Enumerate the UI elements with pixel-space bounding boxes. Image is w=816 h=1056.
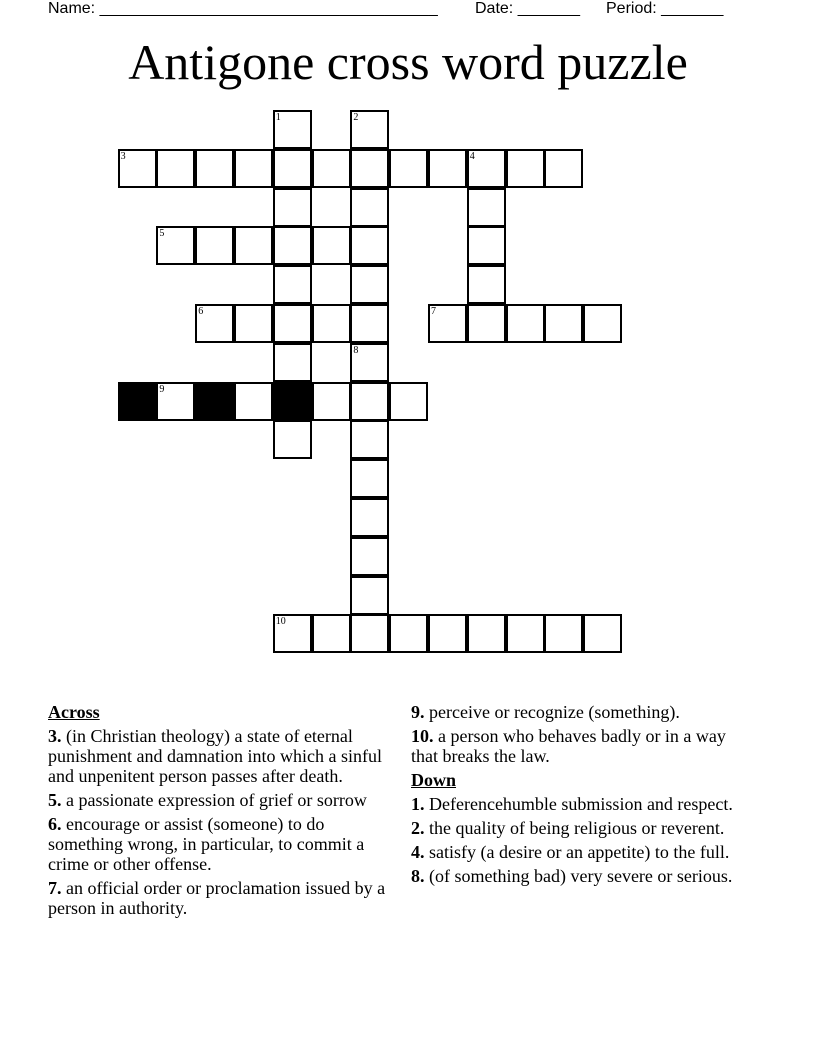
clue-number: 7. [48,878,62,898]
grid-cell[interactable] [273,188,312,227]
clue-text: (in Christian theology) a state of eternal punishment and damnation into which a sinful and unpenitent person passes after death. [48,726,382,786]
cell-number: 3 [120,150,126,162]
grid-cell[interactable] [273,226,312,265]
grid-cell[interactable] [389,149,428,188]
grid-cell[interactable] [467,304,506,343]
clue-text: a passionate expression of grief or sorrow [61,790,367,810]
grid-cell[interactable] [273,110,312,149]
cell-number: 4 [469,150,475,162]
grid-cell[interactable] [350,149,389,188]
clue-text: encourage or assist (someone) to do something wrong, in particular, to commit a crime or other offense. [48,814,365,874]
clue-across-10 [411,726,756,766]
grid-cell[interactable] [273,265,312,304]
grid-cell[interactable] [312,149,351,188]
grid-cell[interactable] [350,226,389,265]
grid-cell[interactable] [234,149,273,188]
cell-number: 5 [159,228,165,240]
grid-cell[interactable] [350,459,389,498]
grid-cell[interactable] [273,304,312,343]
clue-down-4 [411,842,756,862]
grid-cell[interactable] [350,537,389,576]
grid-cell[interactable] [156,382,195,421]
grid-cell[interactable] [350,614,389,653]
grid-cell[interactable] [544,614,583,653]
grid-cell[interactable] [428,149,467,188]
clue-number: 3. [48,726,62,746]
grid-cell[interactable] [389,614,428,653]
grid-cell[interactable] [350,265,389,304]
grid-cell[interactable] [467,149,506,188]
grid-cell[interactable] [350,576,389,615]
cell-number: 10 [275,616,286,628]
grid-cell[interactable] [583,304,622,343]
grid-cell[interactable] [544,149,583,188]
grid-cell[interactable] [350,343,389,382]
clue-number: 2. [411,818,425,838]
grid-cell[interactable] [583,614,622,653]
clue-number: 10. [411,726,434,746]
clue-text: (of something bad) very severe or serious. [424,866,733,886]
grid-cell[interactable] [506,149,545,188]
clue-number: 5. [48,790,62,810]
clue-number: 1. [411,794,425,814]
clue-across-9 [411,702,756,722]
grid-cell[interactable] [312,304,351,343]
clue-text: perceive or recognize (something). [424,702,680,722]
clue-down-1 [411,794,756,814]
across-heading: Across [48,702,100,722]
grid-cell[interactable] [389,382,428,421]
page-title: Antigone cross word puzzle [128,34,688,90]
clue-down-8 [411,866,756,886]
clue-text: Deferencehumble submission and respect. [424,794,733,814]
black-square [273,382,312,421]
grid-cell[interactable] [118,149,157,188]
clue-number: 6. [48,814,62,834]
grid-cell[interactable] [195,149,234,188]
clue-text: the quality of being religious or reverent. [424,818,725,838]
clue-text: an official order or proclamation issued by a person in authority. [48,878,386,918]
cell-number: 2 [353,112,359,123]
grid-cell[interactable] [350,420,389,459]
down-heading: Down [411,770,457,790]
grid-cell[interactable] [273,614,312,653]
clue-number: 9. [411,702,425,722]
grid-cell[interactable] [428,304,467,343]
grid-cell[interactable] [350,382,389,421]
black-square [195,382,234,421]
clues-right-column [411,702,756,890]
grid-cell[interactable] [195,304,234,343]
date-field[interactable]: Date: _______ [475,0,580,17]
grid-cell[interactable] [273,149,312,188]
grid-cell[interactable] [312,226,351,265]
grid-cell[interactable] [467,226,506,265]
grid-cell[interactable] [273,420,312,459]
grid-cell[interactable] [467,265,506,304]
cell-number: 8 [353,344,359,356]
grid-cell[interactable] [350,110,389,149]
cell-number: 7 [431,306,436,317]
grid-cell[interactable] [506,614,545,653]
grid-cell[interactable] [195,226,234,265]
black-square [118,382,157,421]
clue-text: satisfy (a desire or an appetite) to the full. [424,842,730,862]
clue-down-2 [411,818,756,838]
clues-left-column [48,702,400,922]
cell-number: 6 [198,306,204,317]
clue-across-5 [48,790,400,810]
grid-cell[interactable] [156,226,195,265]
grid-cell[interactable] [467,188,506,227]
grid-cell[interactable] [350,188,389,227]
grid-cell[interactable] [428,614,467,653]
grid-cell[interactable] [312,382,351,421]
grid-cell[interactable] [506,304,545,343]
grid-cell[interactable] [234,226,273,265]
cell-number: 1 [275,112,281,123]
grid-cell[interactable] [273,343,312,382]
clue-text: a person who behaves badly or in a way that breaks the law. [411,726,726,766]
clue-across-3 [48,726,400,786]
grid-cell[interactable] [350,498,389,537]
grid-cell[interactable] [350,304,389,343]
cell-number: 9 [159,383,165,395]
clue-number: 4. [411,842,425,862]
grid-cell[interactable] [234,382,273,421]
period-field[interactable]: Period: _______ [606,0,724,17]
clue-number: 8. [411,866,425,886]
grid-cell[interactable] [156,149,195,188]
name-field[interactable]: Name: ______________________________________ [48,0,438,17]
grid-cell[interactable] [234,304,273,343]
grid-cell[interactable] [312,614,351,653]
grid-cell[interactable] [544,304,583,343]
clue-across-6 [48,814,400,874]
clue-across-7 [48,878,400,918]
grid-cell[interactable] [467,614,506,653]
